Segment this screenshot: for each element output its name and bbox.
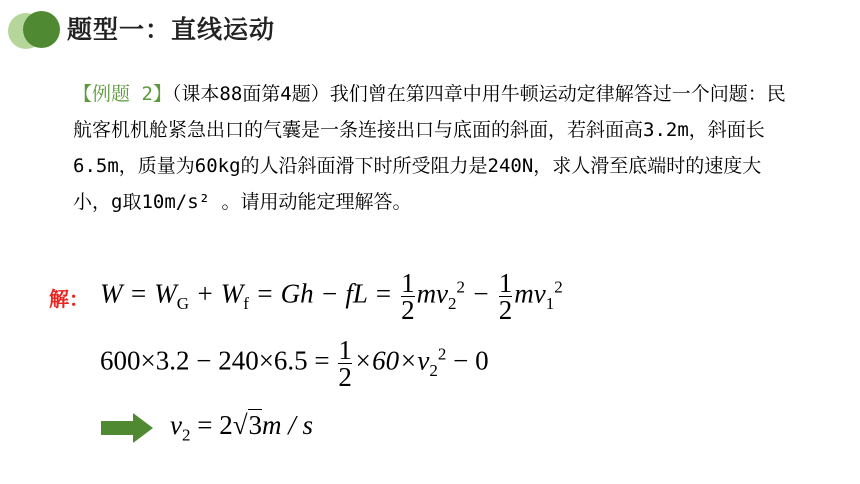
slide-header xyxy=(0,0,860,60)
solution-label: 解： xyxy=(49,287,89,311)
result-arrow-icon xyxy=(101,412,153,444)
sqrt-symbol: √ xyxy=(232,410,248,440)
example-tag: 【例题 2】 xyxy=(73,83,172,105)
eq2-fraction: $\frac{1}{2}$ xyxy=(338,335,352,392)
eq3-v: v xyxy=(170,410,182,440)
eq1-plus: + W xyxy=(188,278,244,309)
decorative-circle-dark xyxy=(23,11,60,48)
equation-substitution: 600×3.2 − 240×6.5 = $\frac{1}{2}$ $\times 60\times v_2^2 - 0$ xyxy=(100,335,489,392)
problem-text: （课本88面第4题）我们曾在第四章中用牛顿运动定律解答过一个问题：民航客机机舱紧急出口的气囊是一条连接出口与底面的斜面，若斜面高3.2m，斜面长6.5m，质量为60kg的人沿斜面滑下时所受阻力是240N，求人滑至底端时的速度大小，g取10m/s² 。请用动能定理解答。 xyxy=(73,83,786,213)
eq1-term1: mv xyxy=(416,278,449,309)
eq1-fraction-2: $\frac{1}{2}$ xyxy=(498,268,513,325)
eq1-term2: mv xyxy=(514,278,546,309)
equation-result: $v_2 = 2√3m / s$ xyxy=(170,410,314,445)
eq1-lhs: W = W xyxy=(100,278,177,309)
eq1-mid: = Gh − fL = xyxy=(248,278,400,309)
problem-statement xyxy=(73,76,793,220)
eq2-lhs: 600×3.2 − 240×6.5 = xyxy=(100,345,337,376)
slide-title: 题型一：直线运动 xyxy=(67,15,276,44)
eq1-sub-g: G xyxy=(176,294,189,314)
eq2-mid: ×60×v xyxy=(353,345,430,376)
eq1-sub-f: f xyxy=(243,294,249,314)
eq3-unit: m / s xyxy=(262,410,314,440)
eq1-fraction-1: $\frac{1}{2}$ xyxy=(401,268,415,325)
equation-work-energy: $W = W_G + W_f = Gh$ − fL = $\frac{1}{2}$ $mv_2^2$ − $\frac{1}{2}$ $mv_1^2$ xyxy=(100,268,563,325)
